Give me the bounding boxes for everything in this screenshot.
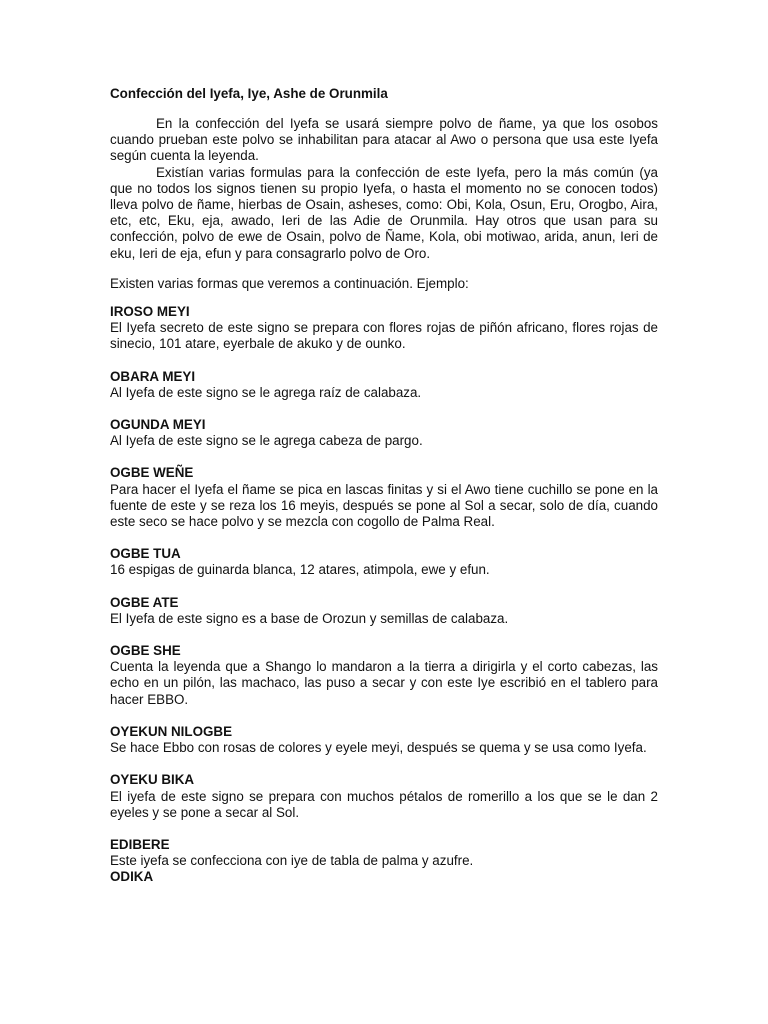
- section-body: 16 espigas de guinarda blanca, 12 atares, atimpola, ewe y efun.: [110, 562, 490, 578]
- document-page: [110, 86, 658, 886]
- section-body: El iyefa de este signo se prepara con muchos pétalos de romerillo a los que se le dan 2 eyeles y se pone a secar al Sol.: [110, 788, 658, 820]
- section-ogbe-she: [110, 643, 658, 708]
- section-iroso-meyi: [110, 304, 658, 353]
- section-edibere: [110, 837, 658, 869]
- section-body: Se hace Ebbo con rosas de colores y eyele meyi, después se quema y se usa como Iyefa.: [110, 740, 647, 756]
- section-heading: OYEKUN NILOGBE: [110, 723, 233, 739]
- section-ogunda-meyi: [110, 417, 658, 449]
- paragraph-2: Existían varias formulas para la confección de este Iyefa, pero la más común (ya que no todos los signos tienen su propio Iyefa, o hasta el momento no se conocen todos) lleva polvo de ñame, hierbas de Osain, asheses, como: Obi, Kola, Osun, Eru, Orogbo, Aira, etc, etc, Eku, eja, awado, Ieri de las Adie de Orunmila. Hay otros que usan para su confección, polvo de ewe de Osain, polvo de Ñame, Kola, obi motiwao, arida, anun, Ieri de eku, Ieri de eja, efun y para consagrarlo polvo de Oro.: [110, 164, 658, 261]
- section-ogbe-ate: [110, 595, 658, 627]
- section-body: Para hacer el Iyefa el ñame se pica en lascas finitas y si el Awo tiene cuchillo se pone en la fuente de este y se reza los 16 meyis, después se pone al Sol a secar, solo de día, cuando este seco se hace polvo y se mezcla con cogollo de Palma Real.: [110, 481, 658, 530]
- section-heading: OGBE WEÑE: [110, 465, 194, 481]
- section-body: Este iyefa se confecciona con iye de tabla de palma y azufre.: [110, 853, 474, 869]
- section-body: Al Iyefa de este signo se le agrega raíz de calabaza.: [110, 384, 422, 400]
- section-ogbe-wene: [110, 465, 658, 530]
- section-heading: ODIKA: [110, 869, 154, 885]
- section-body: Cuenta la leyenda que a Shango lo mandaron a la tierra a dirigirla y el corto cabezas, las echo en un pilón, las machaco, las puso a secar y con este Iye escribió en el tablero para hacer EBBO.: [110, 659, 658, 707]
- section-odika: [110, 869, 658, 885]
- document-title: Confección del Iyefa, Iye, Ashe de Orunmila: [110, 86, 388, 101]
- section-body: El Iyefa secreto de este signo se prepara con flores rojas de piñón africano, flores rojas de sinecio, 101 atare, eyerbale de akuko y de ounko.: [110, 320, 658, 352]
- section-heading: IROSO MEYI: [110, 304, 190, 320]
- section-oyekun-nilogbe: [110, 724, 658, 756]
- section-heading: OYEKU BIKA: [110, 772, 195, 788]
- section-heading: OGBE ATE: [110, 594, 179, 610]
- section-heading: OBARA MEYI: [110, 368, 196, 384]
- section-obara-meyi: [110, 369, 658, 401]
- paragraph-1: En la confección del Iyefa se usará siempre polvo de ñame, ya que los osobos cuando prueban este polvo se inhabilitan para atacar al Awo o persona que usa este Iyefa según cuenta la leyenda.: [110, 116, 658, 164]
- section-ogbe-tua: [110, 546, 658, 578]
- intro-text: Existen varias formas que veremos a continuación. Ejemplo:: [110, 275, 469, 291]
- section-heading: OGUNDA MEYI: [110, 417, 206, 433]
- section-body: El Iyefa de este signo es a base de Orozun y semillas de calabaza.: [110, 610, 509, 626]
- section-heading: EDIBERE: [110, 836, 170, 852]
- section-body: Al Iyefa de este signo se le agrega cabeza de pargo.: [110, 433, 423, 449]
- section-heading: OGBE SHE: [110, 643, 181, 659]
- section-oyeku-bika: [110, 772, 658, 821]
- section-heading: OGBE TUA: [110, 546, 181, 562]
